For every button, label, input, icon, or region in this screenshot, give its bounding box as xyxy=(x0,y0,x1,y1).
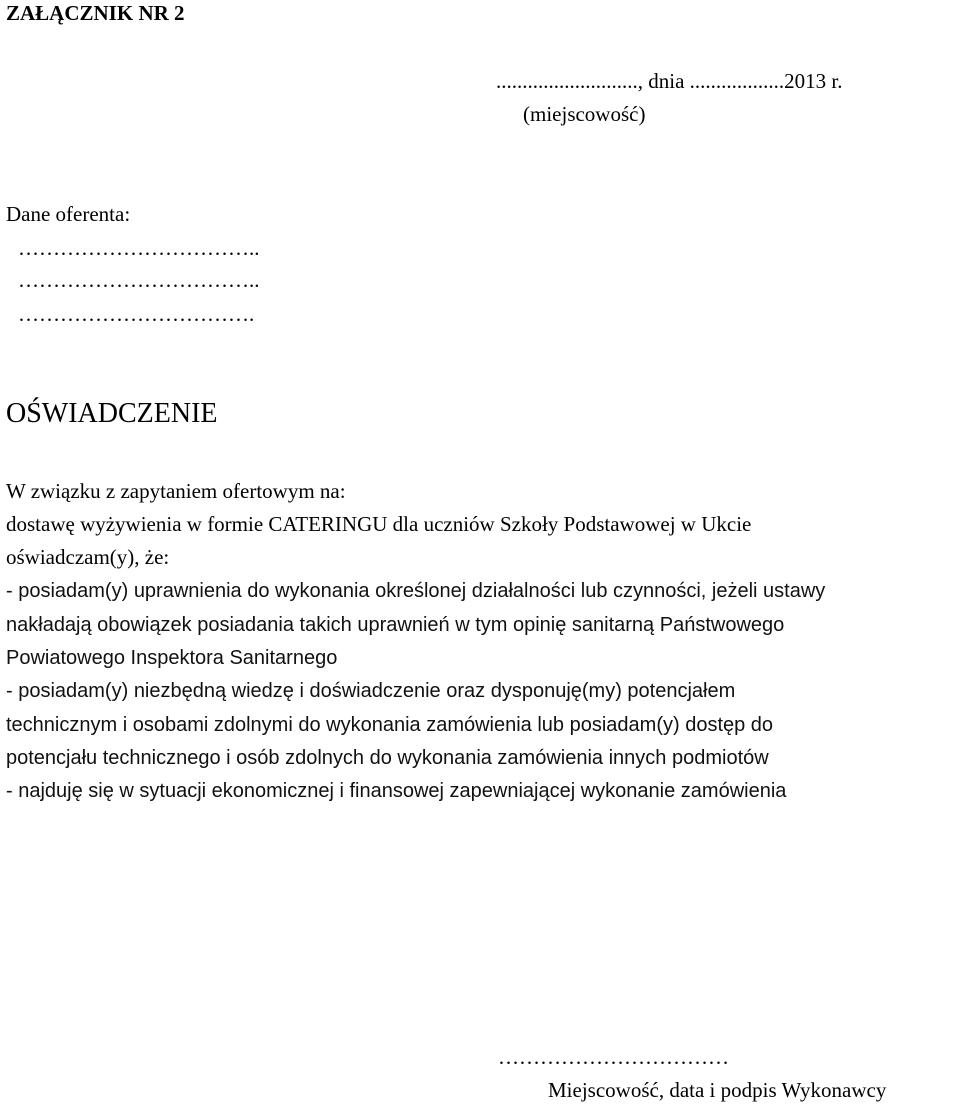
statement-body-line: - posiadam(y) uprawnienia do wykonania określonej działalności lub czynności, jeżeli ustawy xyxy=(6,580,826,602)
statement-title: OŚWIADCZENIE xyxy=(6,398,218,429)
bidder-data-line: …………………………….. xyxy=(18,268,260,292)
statement-intro-line: W związku z zapytaniem ofertowym na: xyxy=(6,479,346,503)
statement-intro-line: dostawę wyżywienia w formie CATERINGU dla uczniów Szkoły Podstawowej w Ukcie xyxy=(6,512,752,536)
statement-body-line: nakładają obowiązek posiadania takich uprawnień w tym opinię sanitarną Państwowego xyxy=(6,614,785,636)
bidder-data-line: ……………………………. xyxy=(18,302,255,326)
statement-body-line: - posiadam(y) niezbędną wiedzę i doświadczenie oraz dysponuję(my) potencjałem xyxy=(6,680,736,702)
bidder-data-line: …………………………….. xyxy=(18,236,260,260)
bidder-data-label: Dane oferenta: xyxy=(6,202,131,226)
signature-dots: …………………………… xyxy=(498,1045,729,1069)
statement-body-line: potencjału technicznego i osób zdolnych do wykonania zamówienia innych podmiotów xyxy=(6,747,769,769)
place-label: (miejscowość) xyxy=(523,102,646,126)
annex-heading: ZAŁĄCZNIK NR 2 xyxy=(6,1,185,25)
statement-body-line: technicznym i osobami zdolnymi do wykonania zamówienia lub posiadam(y) dostęp do xyxy=(6,714,774,736)
statement-body-line: Powiatowego Inspektora Sanitarnego xyxy=(6,647,338,669)
date-line: ..........................., dnia ..................2013 r. xyxy=(496,69,843,93)
signature-label: Miejscowość, data i podpis Wykonawcy xyxy=(548,1078,887,1102)
statement-intro-line: oświadczam(y), że: xyxy=(6,545,170,569)
statement-body-line: - najduję się w sytuacji ekonomicznej i finansowej zapewniającej wykonanie zamówienia xyxy=(6,780,787,802)
